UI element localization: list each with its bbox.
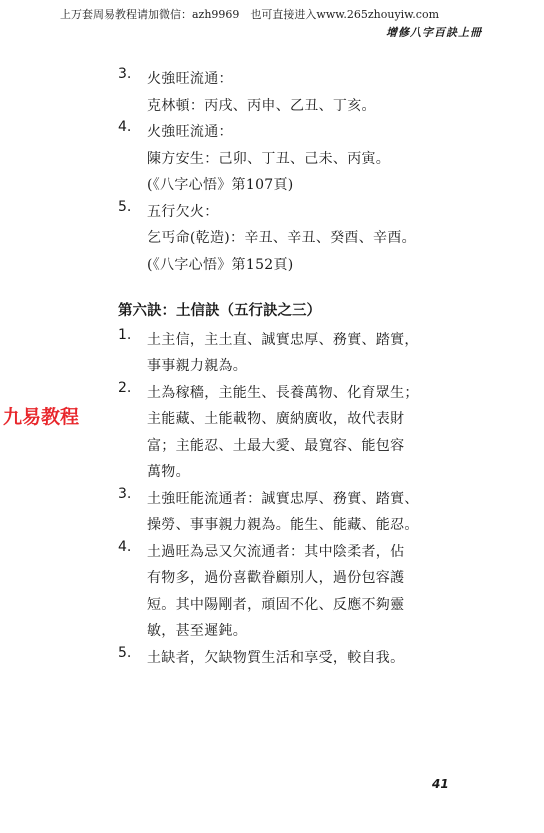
page-number: 41 [432, 777, 449, 791]
list-item [118, 486, 468, 539]
item-number: 4. [118, 538, 132, 555]
item-number: 3. [118, 66, 132, 82]
item-text-line: 土為稼穡，主能生、長養萬物、化育眾生； [147, 384, 419, 401]
item-text-line: 敏，甚至遲鈍。 [147, 623, 248, 639]
section-heading: 第六訣：土信訣（五行訣之三） [118, 303, 321, 319]
item-text-line: 陳方安生：己卯、丁丑、己未、丙寅。 [147, 150, 391, 167]
item-text-line: 操勞、事事親力親為。能生、能藏、能忍。 [147, 517, 419, 533]
item-number: 1. [118, 326, 132, 343]
list-item [118, 380, 468, 486]
item-number: 5. [118, 198, 132, 215]
list-item [118, 66, 468, 119]
item-text-line: 有物多，過份喜歡眷顧別人，過份包容護 [147, 570, 405, 586]
section-2-list [118, 327, 468, 672]
list-item [118, 199, 468, 279]
item-text-line: 土缺者，欠缺物質生活和享受，較自我。 [147, 649, 405, 666]
item-text-line: 土強旺能流通者：誠實忠厚、務實、踏實、 [147, 490, 419, 507]
item-text-line: 富；主能忍、土最大愛、最寬容、能包容 [147, 437, 405, 454]
item-text-line: 土主信，主土直、誠實忠厚、務實、踏實， [147, 331, 419, 348]
item-text-line: 短。其中陽剛者，頑固不化、反應不夠靈 [147, 596, 405, 613]
list-item [118, 539, 468, 645]
top-watermark-text: 上万套周易教程请加微信：azh9969 也可直接进入www.265zhouyiw.com [60, 8, 440, 21]
item-text-line: 主能藏、土能載物、廣納廣收，故代表財 [147, 411, 405, 427]
item-text-line: 火強旺流通： [147, 71, 233, 87]
item-text-line: 萬物。 [147, 464, 190, 480]
item-number: 4. [118, 119, 132, 135]
item-text-line: 火強旺流通： [147, 124, 233, 140]
page-content [118, 66, 468, 671]
item-text-line: 五行欠火： [147, 203, 219, 220]
section-1-list [118, 66, 468, 278]
item-text-line: 乞丐命(乾造)：辛丑、辛丑、癸酉、辛酉。 [147, 230, 416, 246]
list-item [118, 327, 468, 380]
item-number: 2. [118, 379, 132, 396]
item-text-line: (《八字心悟》第107頁) [147, 177, 294, 193]
item-number: 5. [118, 644, 132, 661]
list-item [118, 645, 468, 672]
item-text-line: (《八字心悟》第152頁) [147, 256, 294, 273]
list-item [118, 119, 468, 199]
side-watermark: 九易教程 [3, 406, 80, 428]
item-text-line: 土過旺為忌又欠流通者：其中陰柔者，佔 [147, 543, 405, 560]
item-text-line: 克林頓：丙戌、丙申、乙丑、丁亥。 [147, 97, 376, 114]
running-header: 增修八字百訣上冊 [386, 26, 482, 39]
section-gap [118, 278, 468, 298]
item-number: 3. [118, 485, 132, 502]
item-text-line: 事事親力親為。 [147, 358, 248, 374]
